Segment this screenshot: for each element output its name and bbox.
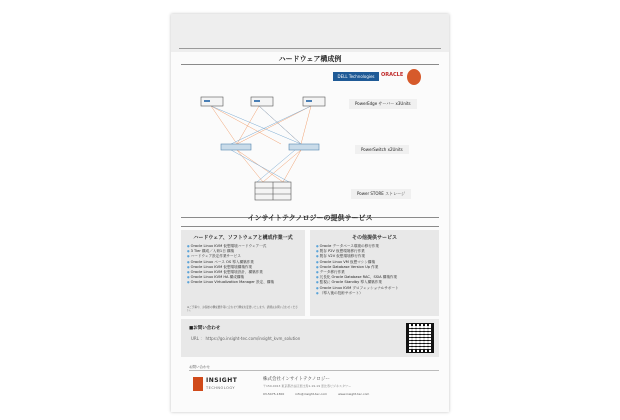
company-address: 〒150-0013 東京都渋谷区恵比寿1-19-19 恵比寿ビジネスタワー [263,384,351,388]
storage-icon [255,182,291,200]
email-link[interactable]: info@insight-tec.com [295,392,328,396]
company-logo-sub: TECHNOLOGY [206,386,236,390]
brochure-page [171,14,449,412]
list-item: ● 3 Tier 構成／入荷1日 構築 [187,249,274,254]
company-logo-name: INSIGHT [206,377,238,384]
hardware-section-title: ハードウェア構成例 [278,55,342,63]
company-contacts [263,392,379,396]
list-item: ● Oracle Linux KVM 仮想環境構築作業 [187,265,274,270]
footer-tag: お問い合わせ [189,365,210,369]
list-item: ● Oracle データベース環境の移行作業 [316,244,399,249]
insight-logo-icon [193,377,203,391]
left-service-list [187,244,274,286]
website-link[interactable]: www.insight-tec.com [338,392,370,396]
right-service-list [316,244,399,296]
list-item: ● Oracle Database Version Up 作業 [316,265,399,270]
list-item: ● Oracle Linux Virtualization Manager 設定、構築 [187,280,274,285]
server-label: PowerEdge サーバー x3Units [349,99,417,109]
list-item: ● 既存 P2V 仮想環境移行作業 [316,249,399,254]
services-bottom-divider [181,226,439,227]
list-item: ● Oracle Linux ベース OS 導入構築作業 [187,260,274,265]
list-item: ● 監視に Oracle Standby 導入構築作業 [316,280,399,285]
services-section-title: インサイトテクノロジーの提供サービス [247,214,373,222]
services-right-panel [310,230,439,316]
list-item: ● Oracle Linux VM 仮想マシン構築 [316,260,399,265]
list-item: ● Oracle Linux KVM 仮想環境ハードウェア一式 [187,244,274,249]
list-item: ● Oracle Linux KVM プロフェッショナルサポート [316,286,399,291]
list-item: ● Oracle Linux KVM HA 構成構築 [187,275,274,280]
left-panel-heading: ハードウェア、ソフトウェアと構成作業一式 [193,235,293,241]
switch-label: PowerSwitch x2Units [355,145,409,154]
contact-url-link[interactable]: URL ： https://go.insight-tec.com/insight_kvm_solution [191,336,301,341]
contact-panel [181,319,439,357]
dell-logo: DELL Technologies [333,72,379,81]
footer-divider [189,370,439,371]
left-panel-note: ※ご予算や、お客様の構成要件等に合わせて構成を変更いたします。詳細はお問い合わせください。 [187,306,298,313]
storage-label: Power STORE ストレージ [351,189,411,199]
list-item: ● Oracle Linux KVM 仮想環境設計、構築作業 [187,270,274,275]
list-item: ● （導入後の技術サポート） [316,291,399,296]
phone-text: 03-5475-1300 [263,392,285,396]
company-name: 株式会社インサイトテクノロジー [263,377,330,382]
right-panel-heading: その他提供サービス [351,235,397,241]
contact-heading: ■お問い合わせ [189,326,221,331]
list-item: ● データ移行作業 [316,270,399,275]
services-left-panel [181,230,305,316]
hardware-diagram [171,14,449,214]
list-item: ● 既存 V2V 仮想環境移行作業 [316,254,399,259]
list-item: ● 冗長化 Oracle Database RAC、SSIA 構築作業 [316,275,399,280]
list-item: ● ハードウェア設定作業サービス [187,254,274,259]
switch-icon [221,144,319,150]
qr-code-icon [406,323,434,353]
oracle-logo: ORACLE [381,72,404,78]
